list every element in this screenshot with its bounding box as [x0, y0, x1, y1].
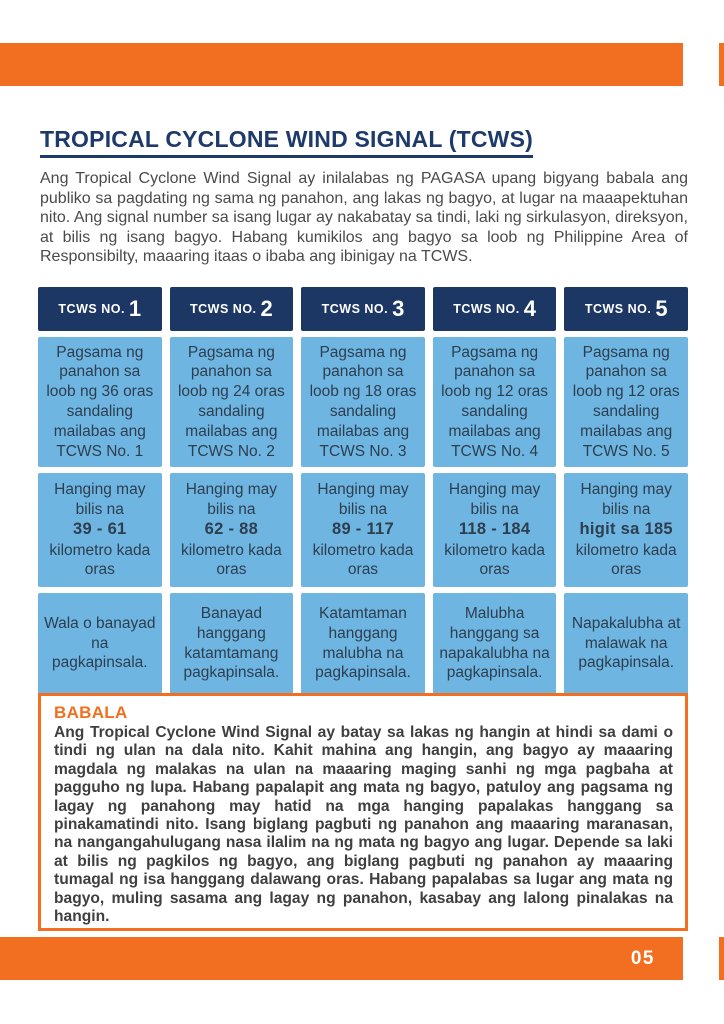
tcws-column-4-damage-cell: Malubha hanggang sa napakalubha na pagkapinsala. [433, 593, 557, 694]
wind-speed-value: higit sa 185 [579, 520, 673, 539]
wind-speed-value: 118 - 184 [458, 520, 531, 539]
wind-suffix: kilometro kada oras [444, 541, 545, 579]
footer-bar [0, 937, 683, 980]
tcws-column-1-issuance-cell: Pagsama ng panahon sa loob ng 36 oras sandaling mailabas ang TCWS No. 1 [38, 337, 162, 467]
tcws-header-number: 2 [260, 296, 273, 321]
tcws-column-3-wind-cell [301, 473, 425, 587]
tcws-column-3-damage-cell: Katamtaman hanggang malubha na pagkapinsala. [301, 593, 425, 694]
tcws-header-label: TCWS NO. [321, 302, 389, 316]
tcws-column-2-header [170, 287, 294, 331]
tcws-column-1-damage-cell: Wala o banayad na pagkapinsala. [38, 593, 162, 694]
tcws-header-label: TCWS NO. [584, 302, 652, 316]
tcws-column-2-wind-cell [170, 473, 294, 587]
wind-prefix: Hanging may bilis na [448, 480, 541, 518]
tcws-column-5-damage-cell: Napakalubha at malawak na pagkapinsala. [564, 593, 688, 694]
tcws-column-5-wind-cell [564, 473, 688, 587]
tcws-header-label: TCWS NO. [453, 302, 520, 316]
top-accent-bar [0, 43, 683, 86]
wind-prefix: Hanging may bilis na [580, 480, 672, 518]
intro-paragraph: Ang Tropical Cyclone Wind Signal ay inilalabas ng PAGASA upang bigyang babala ang publiko sa pagdating ng sama ng panahon, ang lakas ng bagyo, at lugar na maaapektuhan nito. Ang signal number sa isang lugar ay nakabatay sa tindi, laki ng sirkulasyon, direksyon, at bilis ng isang bagyo. Habang kumikilos ang bagyo sa loob ng Philippine Area of Responsibilty, maaaring itaas o ibaba ang ibinigay na TCWS. [40, 170, 688, 266]
footer-bar-bleed [719, 937, 724, 980]
warning-heading: BABALA [54, 703, 128, 722]
wind-prefix: Hanging may bilis na [185, 480, 278, 518]
tcws-column-2-issuance-cell: Pagsama ng panahon sa loob ng 24 oras sandaling mailabas ang TCWS No. 2 [170, 337, 294, 467]
wind-speed-value: 39 - 61 [73, 520, 127, 539]
tcws-header-label: TCWS NO. [190, 302, 257, 316]
warning-box [38, 693, 688, 931]
wind-speed-value: 62 - 88 [204, 520, 259, 539]
page-title: TROPICAL CYCLONE WIND SIGNAL (TCWS) [40, 126, 533, 158]
tcws-column-2-damage-cell: Banayad hanggang katamtamang pagkapinsala. [170, 593, 294, 694]
top-accent-bar-bleed [719, 43, 724, 86]
tcws-header-label: TCWS NO. [58, 302, 125, 316]
tcws-column-5-header [564, 287, 688, 331]
page-number: 05 [630, 947, 655, 969]
wind-speed-value: 89 - 117 [331, 520, 395, 539]
tcws-header-number: 4 [523, 296, 536, 321]
tcws-column-4-issuance-cell: Pagsama ng panahon sa loob ng 12 oras sandaling mailabas ang TCWS No. 4 [433, 337, 557, 467]
tcws-column-4-header [433, 287, 557, 331]
warning-body: Ang Tropical Cyclone Wind Signal ay batay sa lakas ng hangin at hindi sa dami o tindi ng ulan na dala nito. Kahit mahina ang hangin, ang bagyo ay maaaring magdala ng malakas na ulan na maaaring maging sanhi ng mga pagbaha at pagguho ng lupa. Habang papalapit ang mata ng bagyo, patuloy ang pagsama ng lagay ng panahong may hatid na mga hanging papalakas hanggang sa pinakamatindi nito. Isang biglang pagbuti ng panahon ang maaaring maranasan, na nangangahulugang nasa ilalim na ng mata ng bagyo ang lugar. Depende sa laki at bilis ng pagkilos ng bagyo, ang biglang pagbuti ng panahon ay maaaring tumagal ng isa hanggang dalawang oras. Habang papalabas sa lugar ang mata ng bagyo, muling sasama ang lagay ng panahon, kasabay ang lalong pinalakas na hangin. [54, 724, 673, 925]
wind-suffix: kilometro kada oras [180, 541, 282, 579]
wind-suffix: kilometro kada oras [312, 541, 414, 579]
tcws-header-number: 5 [655, 296, 668, 321]
tcws-header-number: 3 [392, 296, 405, 321]
wind-suffix: kilometro kada oras [49, 541, 151, 579]
wind-suffix: kilometro kada oras [575, 541, 677, 579]
tcws-header-number: 1 [128, 296, 142, 321]
tcws-column-5-issuance-cell: Pagsama ng panahon sa loob ng 12 oras sandaling mailabas ang TCWS No. 5 [564, 337, 688, 467]
tcws-column-3-header [301, 287, 425, 331]
wind-prefix: Hanging may bilis na [54, 480, 146, 518]
tcws-column-4-wind-cell [433, 473, 557, 587]
tcws-column-1-wind-cell [38, 473, 162, 587]
tcws-column-1-header [38, 287, 162, 331]
tcws-column-3-issuance-cell: Pagsama ng panahon sa loob ng 18 oras sandaling mailabas ang TCWS No. 3 [301, 337, 425, 467]
wind-prefix: Hanging may bilis na [317, 480, 409, 518]
tcws-table [38, 287, 688, 694]
